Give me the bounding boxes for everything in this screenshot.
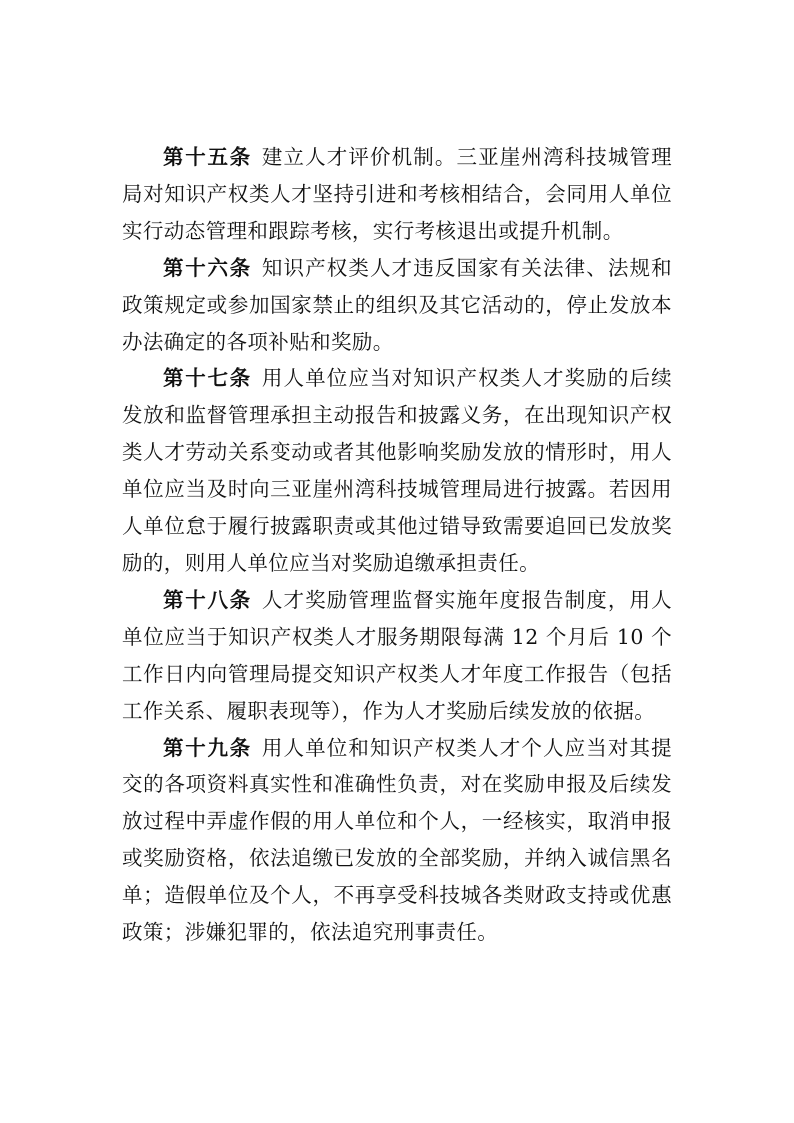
article-19-text: 用人单位和知识产权类人才个人应当对其提交的各项资料真实性和准确性负责，对在奖励申报及后续发放过程中弄虚作假的用人单位和个人，一经核实，取消申报或奖励资格，依法追缴已发放的全部奖励，并纳入诚信黑名单；造假单位及个人，不再享受科技城各类财政支持或优惠政策；涉嫌犯罪的，依法追究刑事责任。 — [122, 735, 672, 945]
article-17 — [122, 360, 672, 581]
article-16-number: 第十六条 — [163, 255, 252, 280]
article-18-number: 第十八条 — [163, 587, 252, 612]
article-16-text: 知识产权类人才违反国家有关法律、法规和政策规定或参加国家禁止的组织及其它活动的，停止发放本办法确定的各项补贴和奖励。 — [122, 255, 672, 354]
article-17-number: 第十七条 — [163, 366, 252, 391]
article-19 — [122, 730, 672, 951]
document-body — [122, 139, 672, 951]
article-15-text: 建立人才评价机制。三亚崖州湾科技城管理局对知识产权类人才坚持引进和考核相结合，会同用人单位实行动态管理和跟踪考核，实行考核退出或提升机制。 — [122, 145, 672, 243]
article-17-text: 用人单位应当对知识产权类人才奖励的后续发放和监督管理承担主动报告和披露义务，在出现知识产权类人才劳动关系变动或者其他影响奖励发放的情形时，用人单位应当及时向三亚崖州湾科技城管理局进行披露。若因用人单位怠于履行披露职责或其他过错导致需要追回已发放奖励的，则用人单位应当对奖励追缴承担责任。 — [122, 366, 672, 575]
article-18 — [122, 582, 672, 730]
article-18-text: 人才奖励管理监督实施年度报告制度，用人单位应当于知识产权类人才服务期限每满 12 个月后 10 个工作日内向管理局提交知识产权类人才年度工作报告（包括工作关系、履职表现等），作为人才奖励后续发放的依据。 — [122, 587, 672, 723]
article-15 — [122, 139, 672, 250]
article-19-number: 第十九条 — [163, 735, 252, 760]
article-16 — [122, 250, 672, 361]
article-15-number: 第十五条 — [163, 145, 252, 169]
